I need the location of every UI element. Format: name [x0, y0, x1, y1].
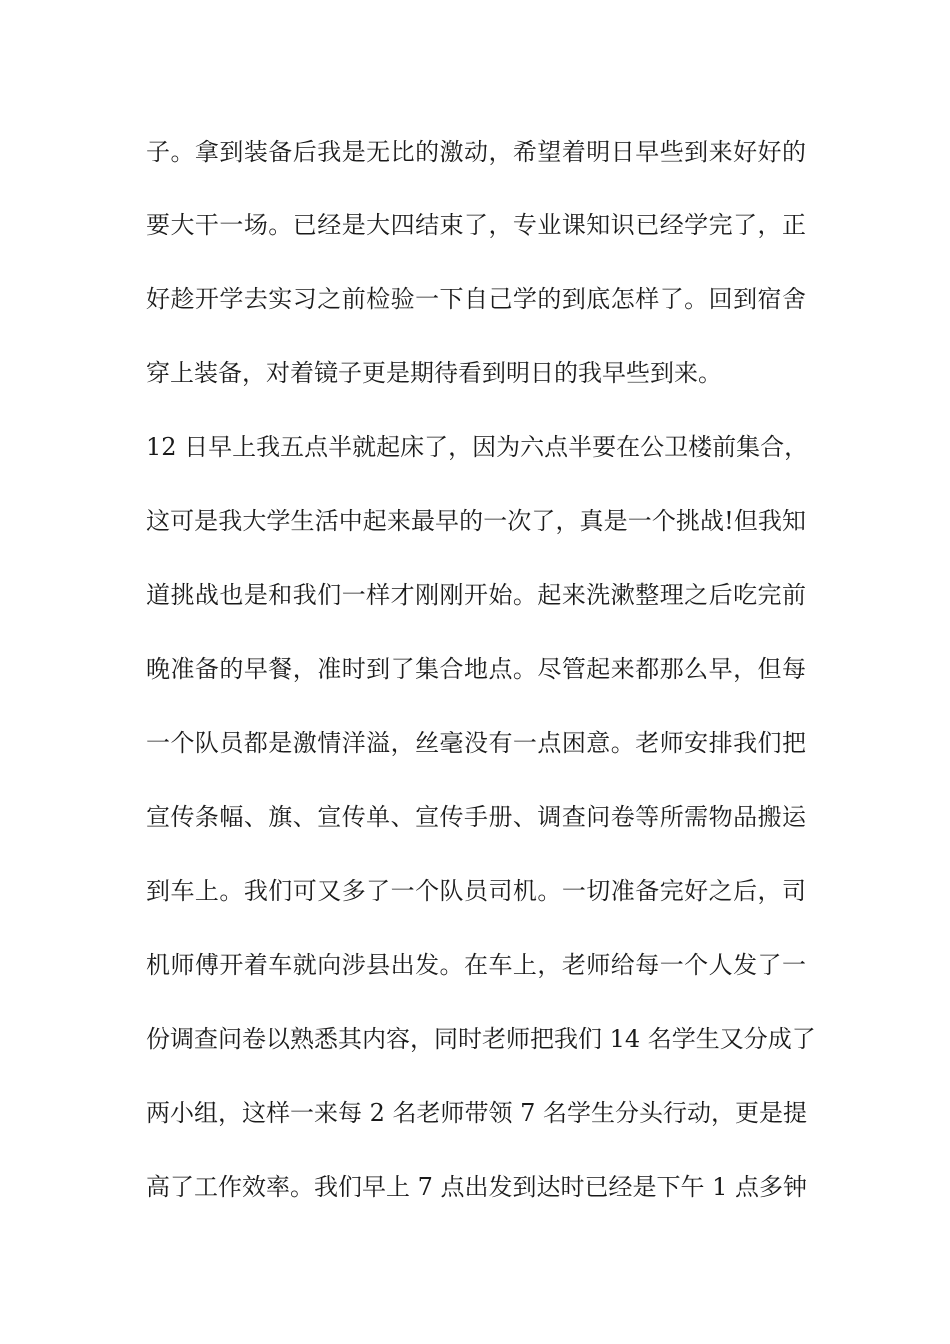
text-line: 高了工作效率。我们早上 7 点出发到达时已经是下午 1 点多钟	[146, 1173, 808, 1201]
text-line: 宣传条幅、旗、宣传单、宣传手册、调查问卷等所需物品搬运	[146, 803, 806, 831]
text-line: 子。拿到装备后我是无比的激动，希望着明日早些到来好好的	[146, 138, 806, 166]
text-line: 到车上。我们可又多了一个队员司机。一切准备完好之后，司	[146, 877, 806, 905]
text-line: 要大干一场。已经是大四结束了，专业课知识已经学完了，正	[146, 211, 806, 239]
text-line: 两小组，这样一来每 2 名老师带领 7 名学生分头行动，更是提	[146, 1099, 808, 1127]
text-line: 一个队员都是激情洋溢，丝毫没有一点困意。老师安排我们把	[146, 729, 806, 757]
text-line: 穿上装备，对着镜子更是期待看到明日的我早些到来。	[146, 359, 722, 387]
text-line: 晚准备的早餐，准时到了集合地点。尽管起来都那么早，但每	[146, 655, 806, 683]
text-line: 这可是我大学生活中起来最早的一次了，真是一个挑战!但我知	[146, 507, 806, 535]
text-line: 好趁开学去实习之前检验一下自己学的到底怎样了。回到宿舍	[146, 285, 806, 313]
text-line: 12 日早上我五点半就起床了，因为六点半要在公卫楼前集合，	[146, 433, 809, 461]
text-line: 机师傅开着车就向涉县出发。在车上，老师给每一个人发了一	[146, 951, 806, 979]
text-line: 道挑战也是和我们一样才刚刚开始。起来洗漱整理之后吃完前	[146, 581, 806, 609]
text-line: 份调查问卷以熟悉其内容，同时老师把我们 14 名学生又分成了	[146, 1025, 816, 1053]
